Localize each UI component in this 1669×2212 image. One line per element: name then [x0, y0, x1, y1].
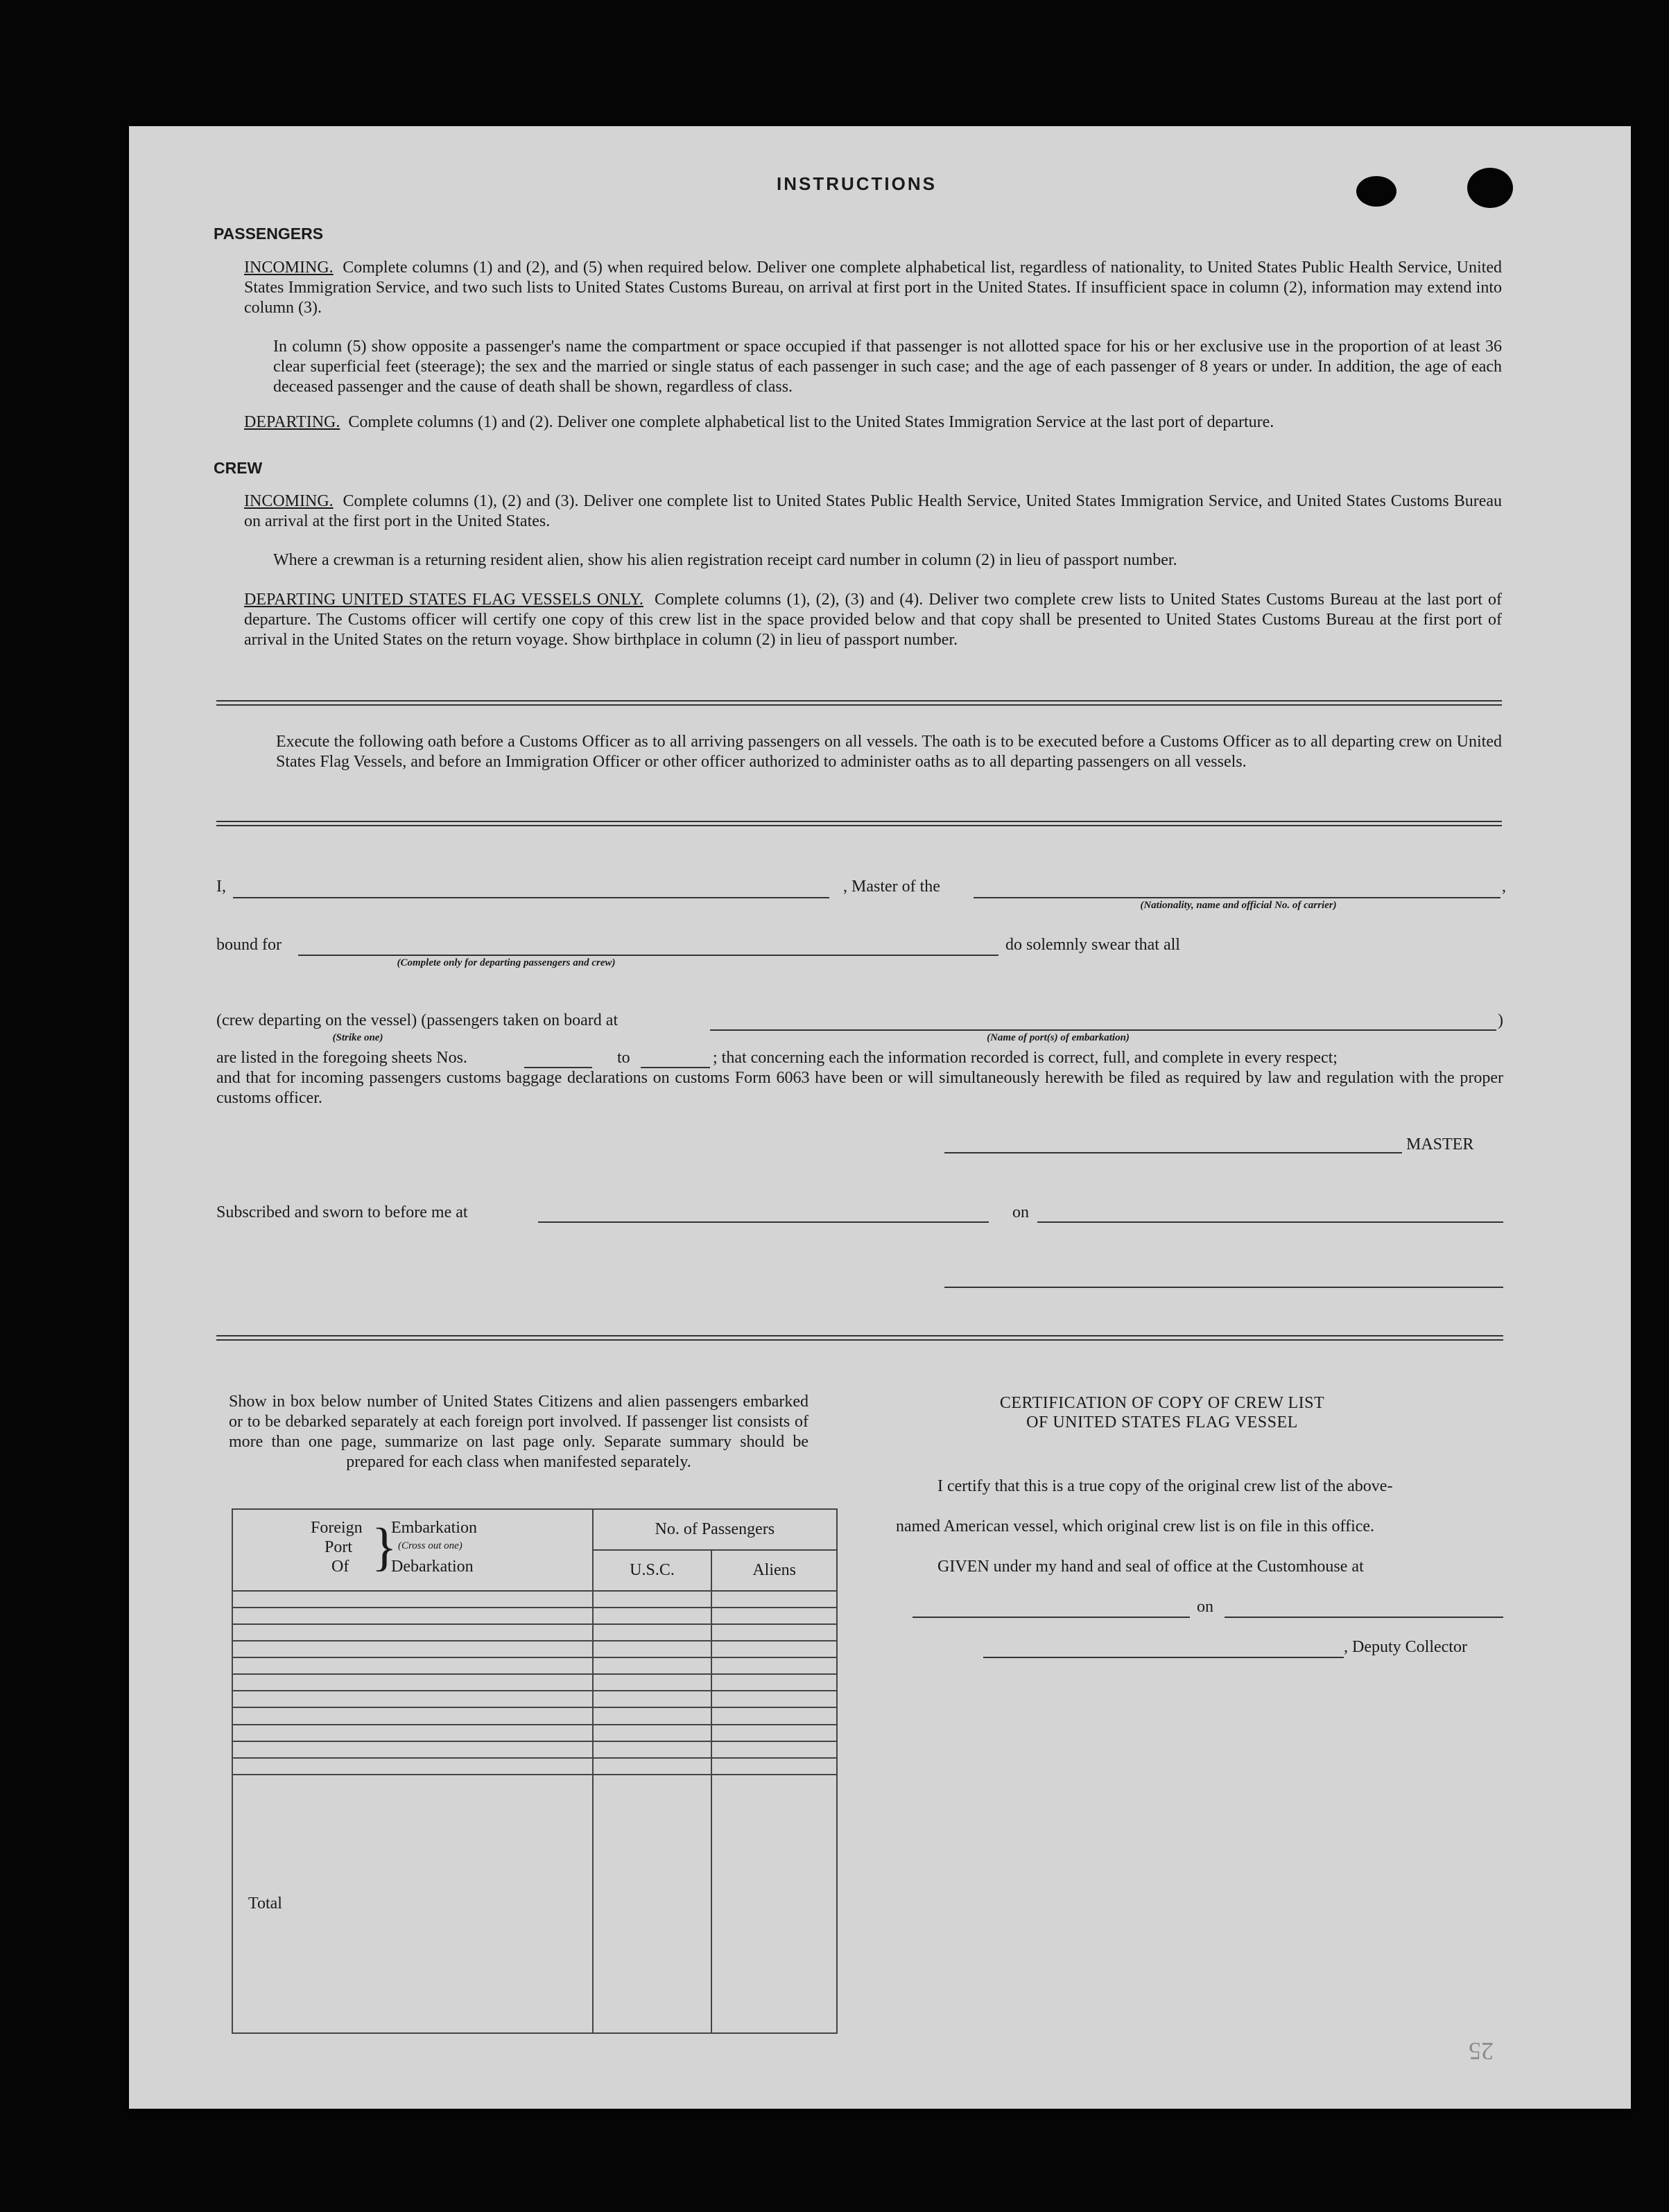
passengers-column5-paragraph: In column (5) show opposite a passenger's name the compartment or space occupied if that passenger is not allotted space for his or her exclusive use in the proportion of at least 36 clear superficial feet (steerage); the sex and the married or single status of each passenger in such case; and the age of each passenger of 8 years or under. In addition, the age of each deceased passenger and the cause of death shall be shown, regardless of class. [273, 338, 1502, 396]
aliens-cell[interactable] [711, 1608, 837, 1624]
punch-hole-icon [1356, 176, 1396, 207]
usc-cell[interactable] [593, 1707, 712, 1724]
port-cell[interactable] [232, 1691, 593, 1707]
crew-departing-label: (crew departing on the vessel) (passengers taken on board at [216, 1011, 619, 1029]
embarkation-label: Embarkation [391, 1519, 477, 1537]
bound-for-label: bound for [216, 936, 282, 954]
usc-cell[interactable] [593, 1657, 712, 1674]
carrier-caption: (Nationality, name and official No. of carrier) [1140, 900, 1337, 911]
port-cell[interactable] [232, 1674, 593, 1691]
carrier-line-comma: , [1502, 878, 1506, 896]
divider-oath [216, 821, 1502, 826]
aliens-cell[interactable] [711, 1641, 837, 1657]
port-cell[interactable] [232, 1741, 593, 1758]
aliens-cell[interactable] [711, 1758, 837, 1775]
bound-for-caption: (Complete only for departing passengers and crew) [397, 957, 616, 968]
port-cell[interactable] [232, 1591, 593, 1608]
aliens-cell[interactable] [711, 1657, 837, 1674]
listed-statement: ; that concerning each the information recorded is correct, full, and complete in every respect; [713, 1049, 1338, 1067]
certification-title-line2: OF UNITED STATES FLAG VESSEL [1026, 1413, 1298, 1431]
embarkation-caption: (Name of port(s) of embarkation) [987, 1032, 1130, 1043]
master-signature-line[interactable] [944, 1152, 1402, 1153]
usc-cell[interactable] [593, 1591, 712, 1608]
usc-cell[interactable] [593, 1758, 712, 1775]
form-page [129, 126, 1631, 2109]
port-cell[interactable] [232, 1624, 593, 1641]
foreign-label: Foreign [311, 1519, 363, 1537]
listed-to-label: to [617, 1049, 630, 1067]
sworn-place-line[interactable] [538, 1221, 989, 1223]
port-cell[interactable] [232, 1657, 593, 1674]
crew-incoming-paragraph [244, 491, 1502, 532]
of-label: Of [331, 1558, 349, 1576]
certification-text-line2: named American vessel, which original crew list is on file in this office. [896, 1517, 1375, 1535]
strike-one-caption: (Strike one) [332, 1032, 383, 1043]
crew-departing-text: Complete columns (1), (2), (3) and (4). Deliver two complete crew lists to United States Customs Bureau at the last port of departure. The Customs officer will certify one copy of this crew list in the space provided below and that copy shall be presented to United States Customs Bureau at the first port of arrival in the United States on the return voyage. Show birthplace in column (2) in lieu of passport number. [244, 591, 1502, 649]
aliens-cell[interactable] [711, 1674, 837, 1691]
aliens-header-cell: Aliens [711, 1550, 837, 1591]
brace-icon: } [372, 1518, 397, 1576]
port-cell[interactable] [232, 1725, 593, 1741]
crew-incoming-text: Complete columns (1), (2) and (3). Deliver one complete list to United States Public Health Service, United States Immigration Service, and United States Customs Bureau on arrival at the first port in the United States. [244, 492, 1502, 530]
divider-top [216, 700, 1502, 706]
total-usc-cell[interactable] [593, 1775, 712, 2033]
cross-out-caption: (Cross out one) [398, 1540, 462, 1551]
oath-intro-paragraph: Execute the following oath before a Customs Officer as to all arriving passengers on all vessels. The oath is to be executed before a Customs Officer as to all departing crew on United States Flag Vessels, and before an Immigration Officer or other officer authorized to administer oaths as to all departing passengers on all vessels. [276, 733, 1502, 771]
port-header-cell [232, 1509, 593, 1591]
aliens-cell[interactable] [711, 1624, 837, 1641]
usc-cell[interactable] [593, 1608, 712, 1624]
carrier-line[interactable] [974, 897, 1501, 898]
port-cell[interactable] [232, 1608, 593, 1624]
aliens-cell[interactable] [711, 1725, 837, 1741]
total-aliens-cell[interactable] [711, 1775, 837, 2033]
port-cell[interactable] [232, 1758, 593, 1775]
page-number: 25 [1469, 2037, 1494, 2065]
crew-incoming-label: INCOMING. [244, 492, 334, 510]
passengers-header-cell: No. of Passengers [593, 1509, 837, 1550]
debarkation-label: Debarkation [391, 1558, 474, 1576]
oath-master-of-label: , Master of the [843, 878, 940, 896]
port-cell[interactable] [232, 1707, 593, 1724]
certification-text-line1: I certify that this is a true copy of the original crew list of the above- [937, 1477, 1393, 1495]
bound-for-line[interactable] [298, 955, 998, 956]
usc-cell[interactable] [593, 1624, 712, 1641]
passengers-departing-text: Complete columns (1) and (2). Deliver one complete alphabetical list to the United States Immigration Service at the last port of departure. [348, 413, 1274, 431]
certification-on-label: on [1197, 1598, 1213, 1616]
usc-cell[interactable] [593, 1674, 712, 1691]
aliens-cell[interactable] [711, 1741, 837, 1758]
usc-cell[interactable] [593, 1691, 712, 1707]
crew-returning-alien-paragraph: Where a crewman is a returning resident alien, show his alien registration receipt card number in column (2) in lieu of passport number. [273, 551, 1177, 569]
deputy-collector-label: , Deputy Collector [1344, 1638, 1467, 1656]
aliens-cell[interactable] [711, 1591, 837, 1608]
master-name-line[interactable] [233, 897, 829, 898]
crew-heading: CREW [214, 459, 263, 477]
subscribed-label: Subscribed and sworn to before me at [216, 1203, 468, 1221]
summary-instructions: Show in box below number of United States Citizens and alien passengers embarked or to be debarked separately at each foreign port involved. If passenger list consists of more than one page, summarize on last page only. Separate summary should be prepared for each class when manifested separately. [229, 1393, 808, 1471]
passenger-summary-table [232, 1508, 838, 2034]
certification-date-line[interactable] [1225, 1617, 1503, 1618]
embarkation-close-paren: ) [1498, 1011, 1503, 1029]
passengers-heading: PASSENGERS [214, 225, 324, 243]
officer-signature-line[interactable] [944, 1287, 1503, 1288]
listed-statement-continued: and that for incoming passengers customs baggage declarations on customs Form 6063 have been or will simultaneously herewith be filed as required by law and regulation with the proper customs officer. [216, 1069, 1503, 1107]
certification-title-line1: CERTIFICATION OF COPY OF CREW LIST [999, 1394, 1325, 1412]
passengers-incoming-paragraph [244, 258, 1502, 318]
passengers-incoming-text: Complete columns (1) and (2), and (5) when required below. Deliver one complete alphabetical list, regardless of nationality, to United States Public Health Service, United States Immigration Service, and two such lists to United States Customs Bureau, on arrival at first port in the United States. If insufficient space in column (2), information may extend into column (3). [244, 259, 1502, 317]
listed-sheets-label: are listed in the foregoing sheets Nos. [216, 1049, 467, 1067]
total-label-cell: Total [232, 1775, 593, 2033]
divider-bottom [216, 1335, 1503, 1341]
usc-cell[interactable] [593, 1725, 712, 1741]
port-cell[interactable] [232, 1641, 593, 1657]
customhouse-line[interactable] [913, 1617, 1190, 1618]
sworn-on-label: on [1012, 1203, 1029, 1221]
oath-i-label: I, [216, 878, 226, 896]
punch-hole-icon [1467, 168, 1513, 208]
usc-header-cell: U.S.C. [593, 1550, 712, 1591]
certification-text-line3: GIVEN under my hand and seal of office at the Customhouse at [937, 1558, 1364, 1576]
usc-cell[interactable] [593, 1741, 712, 1758]
passengers-incoming-label: INCOMING. [244, 259, 334, 277]
embarkation-port-line[interactable] [710, 1029, 1496, 1031]
crew-departing-paragraph [244, 590, 1502, 650]
aliens-cell[interactable] [711, 1691, 837, 1707]
passengers-departing-paragraph [244, 412, 1502, 433]
master-signature-label: MASTER [1406, 1135, 1474, 1153]
usc-cell[interactable] [593, 1641, 712, 1657]
aliens-cell[interactable] [711, 1707, 837, 1724]
sworn-date-line[interactable] [1037, 1221, 1503, 1223]
deputy-signature-line[interactable] [983, 1657, 1344, 1658]
swear-text: do solemnly swear that all [1005, 936, 1180, 954]
passengers-departing-label: DEPARTING. [244, 413, 340, 431]
port-label: Port [325, 1538, 353, 1556]
crew-departing-label: DEPARTING UNITED STATES FLAG VESSELS ONLY. [244, 591, 643, 609]
instructions-title: INSTRUCTIONS [777, 173, 937, 194]
